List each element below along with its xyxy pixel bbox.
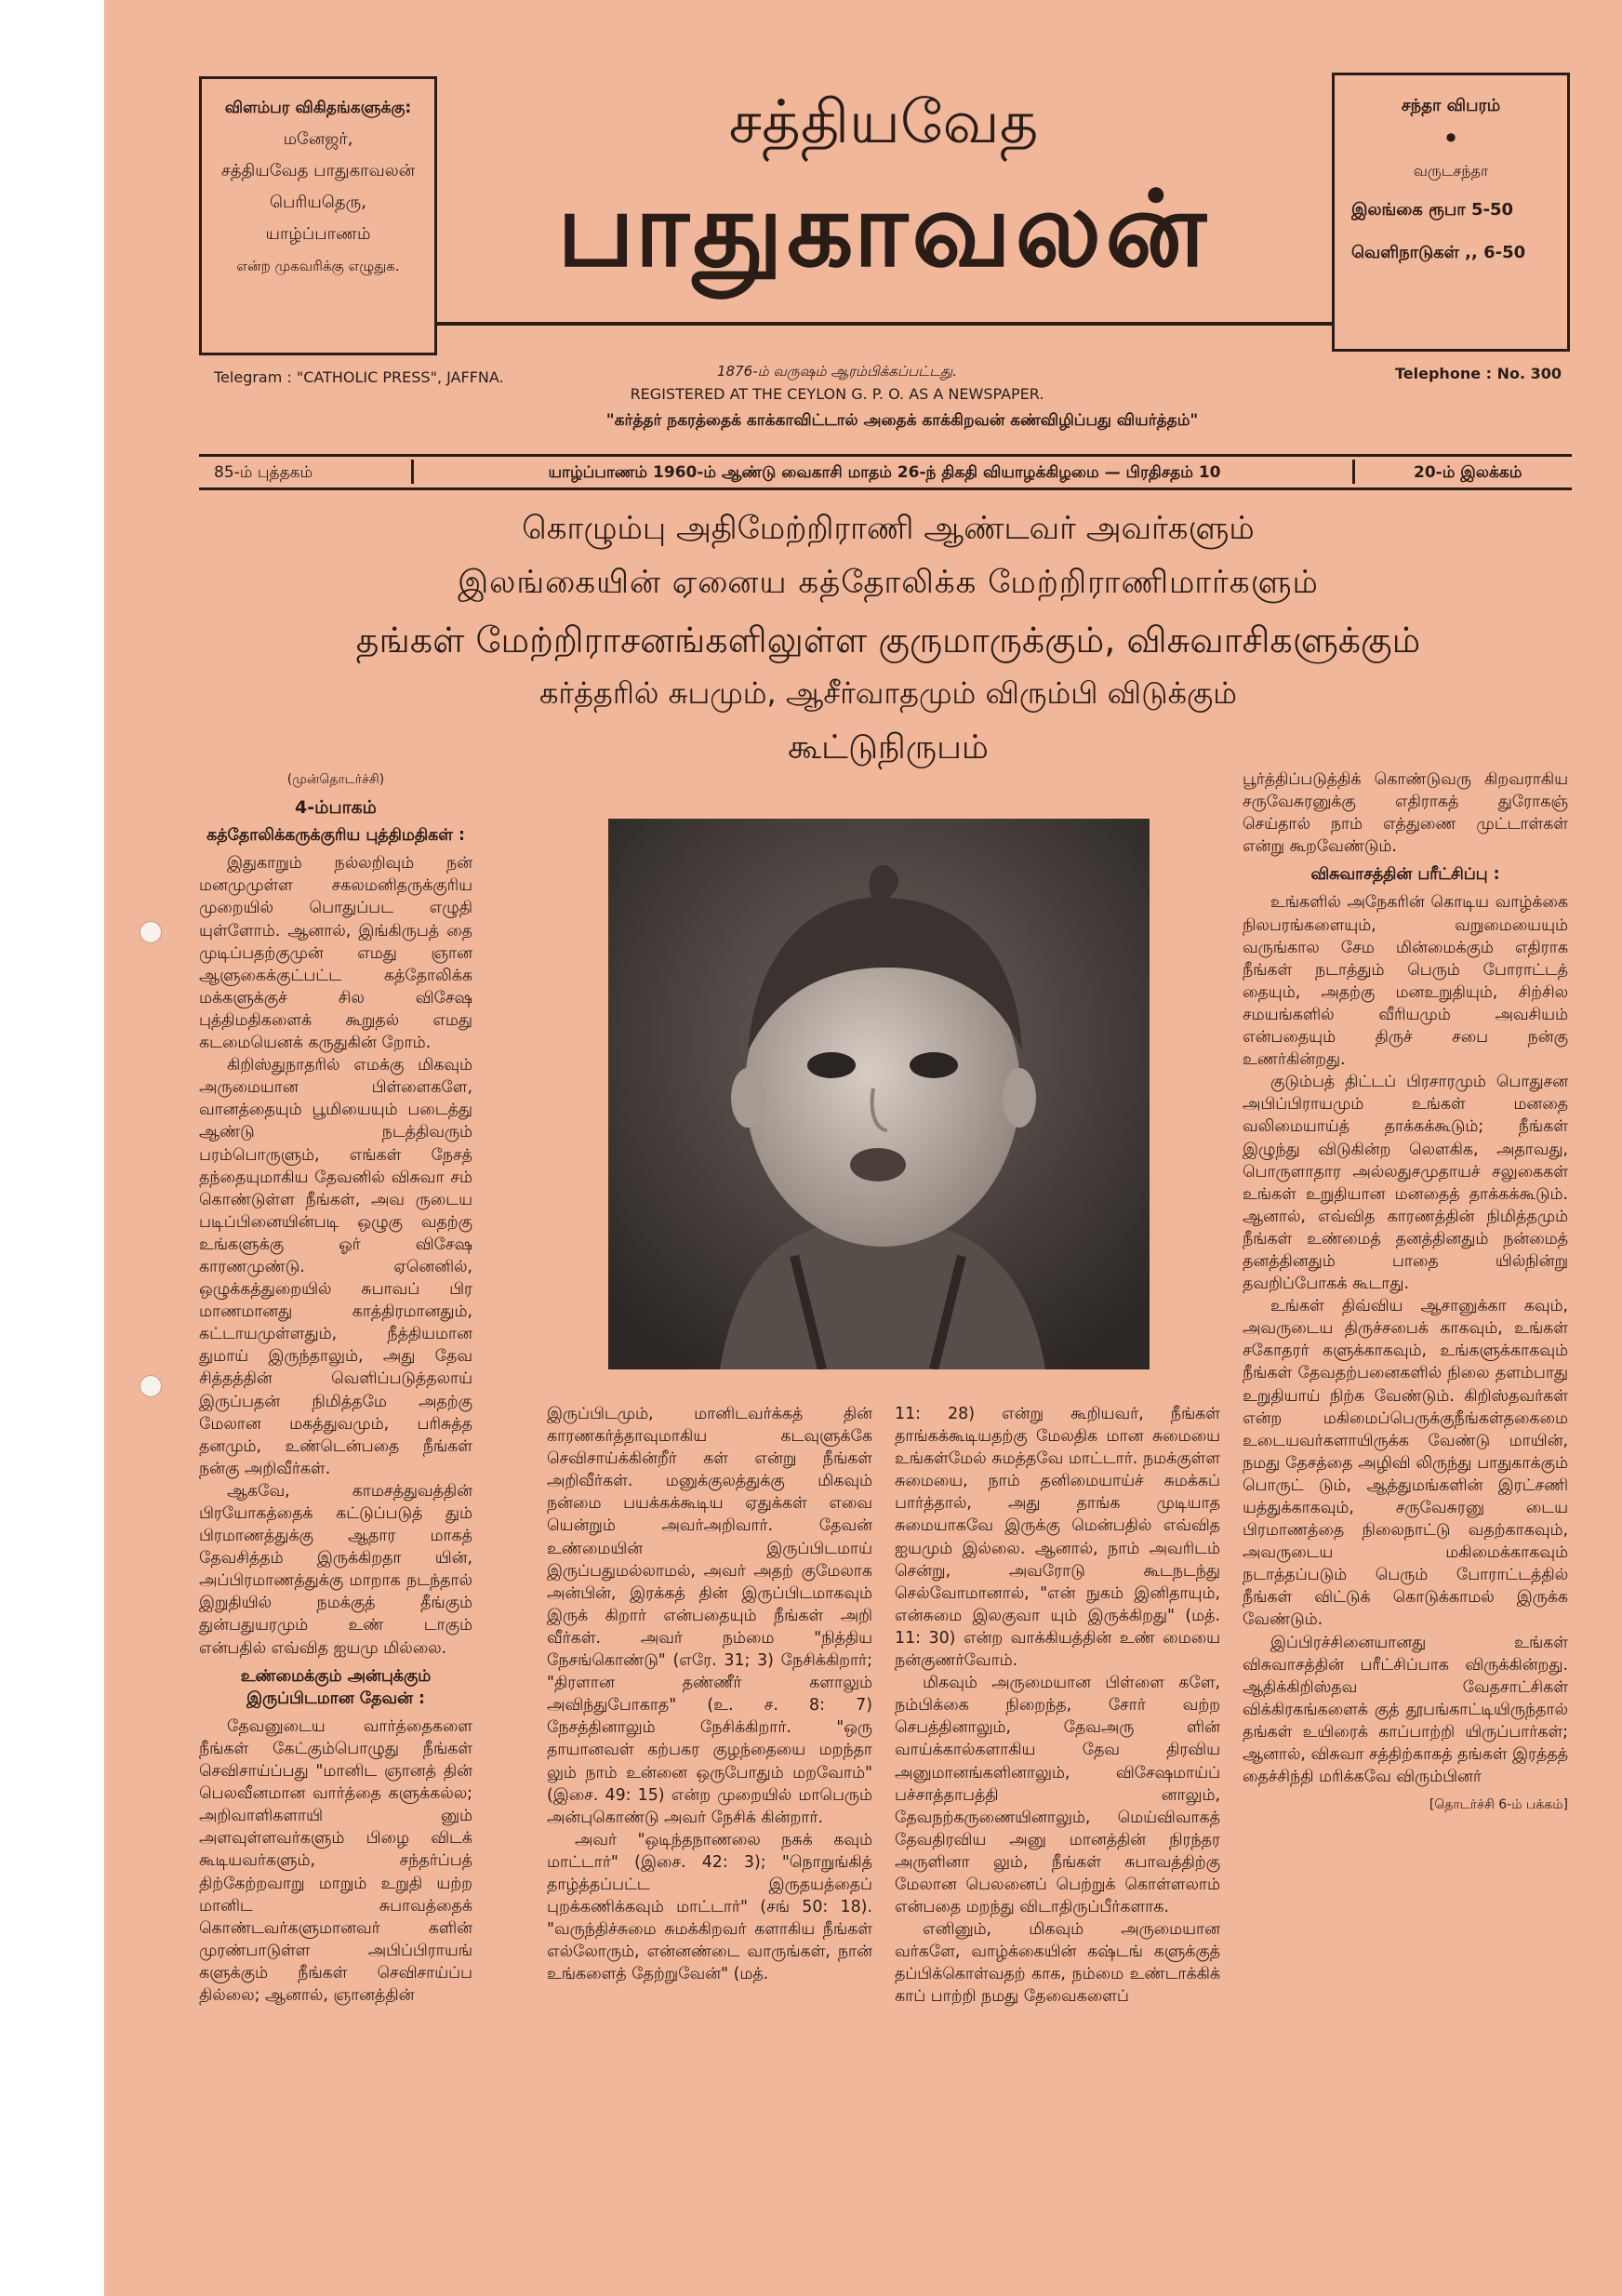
subscription-local: இலங்கை ரூபா 5-50 (1351, 200, 1514, 220)
issue-number: 20-ம் இலக்கம் (1414, 463, 1522, 482)
headline-line-2: இலங்கையின் ஏனைய கத்தோலிக்க மேற்றிராணிமார்களும் (458, 564, 1319, 601)
continued-note: (முன்தொடர்ச்சி) (286, 772, 385, 787)
telephone-info: Telephone : No. 300 (1395, 365, 1562, 382)
paragraph: எனினும், மிகவும் அருமையான வர்களே, வாழ்க்கையின் கஷ்டங் களுக்குத் தப்பிக்கொள்வதற் காக, நம்மை உண்டாக்கிக் காப் பாற்றி நமது தேவைகளைப் (895, 1920, 1220, 2007)
headline-line-1: கொழும்பு அதிமேற்றிராணி ஆண்டவர் அவர்களும் (522, 510, 1255, 547)
box-line: சத்தியவேத பாதுகாவலன் (220, 161, 416, 180)
telegram-info: Telegram : "CATHOLIC PRESS", JAFFNA. (214, 368, 504, 386)
paragraph: தேவனுடைய வார்த்தைகளை நீங்கள் கேட்கும்பொழுது நீங்கள் செவிசாய்ப்பது "மானிட ஞானத் தின் பெலவீனமான வார்த்தை களுக்கல்ல; அறிவாளிகளாயி னும் அளவுள்ளவர்களும் பிழை விடக் கூடியவர்களும், சந்தர்ப்பத் திற்கேற்றவாறு மாறும் உறுதி யற்ற மானிட சுபாவத்தைக் கொண்டவர்களுமானவர் களின் முரண்பாடுள்ள அபிப்பிராயங் களுக்கும் நீங்கள் செவிசாய்ப்ப தில்லை; ஆனால், ஞானத்தின் (199, 1716, 472, 2005)
paragraph: அவர் "ஒடிந்தநாணலை நசுக் கவும் மாட்டார்" (இசை. 42: 3); "நொறுங்கித் தாழ்த்தப்பட்ட இருதயத்தைப் புறக்கணிக்கவும் மாட்டார்" (சங் 50: 18). "வருந்திச்சுமை சுமக்கிறவர் களாகிய நீங்கள் எல்லோரும், என்னண்டை வாருங்கள், நான் உங்களைத் தேற்றுவேன்" (மத். (547, 1830, 872, 1984)
paragraph: இப்பிரச்சினையானது உங்கள் விசுவாசத்தின் பரீட்சிப்பாக விருக்கின்றது. ஆதிக்கிறிஸ்தவ வேதசாட்சிகள் விக்கிரகங்களைக் குத் தூபங்காட்டியிருந்தால் தங்கள் உயிரைக் காப்பாற்றி யிருப்பார்கள்; ஆனால், விசுவா சத்திற்காகத் தங்கள் இரத்தத் தைச்சிந்தி மரிக்கவே விரும்பினர் (1243, 1633, 1568, 1787)
article-column-3 (895, 1403, 1220, 2009)
section-heading: 4-ம்பாகம் (295, 797, 377, 819)
child-photograph (608, 819, 1150, 1369)
subscription-title: சந்தா விபரம் (1401, 96, 1501, 115)
masthead-rule (437, 322, 1334, 326)
bullet-icon: • (1442, 122, 1460, 155)
established-line: 1876-ம் வருஷம் ஆரம்பிக்கப்பட்டது. (717, 363, 957, 380)
subheading: உண்மைக்கும் அன்புக்கும் இருப்பிடமான தேவன் : (240, 1666, 432, 1708)
paragraph: 11: 28) என்று கூறியவர், நீங்கள் தாங்கக்கூடியதற்கு மேலதிக மான சுமையை உங்கள்மேல் சுமத்தவே மாட்டார். நமக்குள்ள சுமையை, நாம் தனிமையாய்ச் சுமக்கப் பார்த்தால், அது தாங்க முடியாத சுமையாகவே இருக்கு மென்பதில் எவ்வித ஐயமும் இல்லை. ஆனால், நாம் அவரிடம் சென்று, அவரோடு கூடநடந்து செல்வோமானால், "என் நுகம் இனிதாயும், என்சுமை இலகுவா யும் இருக்கிறது" (மத். 11: 30) என்ற வாக்கியத்தின் உண் மையை நன்குணர்வோம். (895, 1405, 1220, 1671)
subscription-box (1332, 73, 1570, 352)
headline-line-4: கர்த்தரில் சுபமும், ஆசீர்வாதமும் விரும்பி விடுக்கும் (538, 675, 1238, 711)
child-portrait-image (608, 819, 1150, 1369)
article-column-2 (547, 1403, 872, 1985)
masthead-small-title: சத்தியவேத (728, 88, 1039, 157)
headline-line-3: தங்கள் மேற்றிராசனங்களிலுள்ள குருமாருக்கும், விசுவாசிகளுக்கும் (355, 620, 1421, 661)
paragraph: இருப்பிடமும், மானிடவர்க்கத் தின் காரணகர்த்தாவுமாகிய கடவுளுக்கே செவிசாய்க்கின்றீர் கள் என்று நீங்கள் அறிவீர்கள். மனுக்குலத்துக்கு மிகவும் நன்மை பயக்கக்கூடிய ஏதுக்கள் எவை யென்றும் அவர்அறிவார். தேவன் உண்மையின் இருப்பிடமாய் இருப்பதுமல்லாமல், அவர் அதற் குமேலாக அன்பின், இரக்கத் தின் இருப்பிடமாகவும் இருக் கிறார் என்பதையும் நீங்கள் அறி வீர்கள். அவர் நம்மை "நித்திய நேசங்கொண்டு" (எரே. 31; 3) நேசிக்கிறார்; "திரளான தண்ணீர் களாலும் அவிந்துபோகாத" (உ. ச. 8: 7) நேசத்தினாலும் நேசிக்கிறார். "ஒரு தாயானவள் கற்பகர குழந்தையை மறந்தா லும் நாம் உன்னை ஒருபோதும் மறவோம்" (இசை. 49: 15) என்ற முறையில் மாபெரும் அன்புகொண்டு அவர் நேசிக் கின்றார். (547, 1405, 872, 1827)
box-line: யாழ்ப்பாணம் (265, 224, 371, 244)
volume-number: 85-ம் புத்தகம் (214, 463, 313, 482)
paragraph: உங்களில் அநேகரின் கொடிய வாழ்க்கை நிலபரங்களையும், வறுமையையும் வருங்கால சேம மின்மைக்கும் எதிராக நீங்கள் நடாத்தும் பெரும் போராட்டத் தையும், அதற்கு மனஉறுதியும், சிற்சில சமயங்களில் வீரியமும் அவசியம் என்பதையும் திருச் சபை நன்கு உணர்கின்றது. (1243, 893, 1568, 1070)
subscription-foreign: வெளிநாடுகள் ,, 6-50 (1351, 243, 1526, 262)
punch-hole (140, 921, 162, 943)
dateline-rule-top (199, 454, 1572, 457)
paragraph: குடும்பத் திட்டப் பிரசாரமும் பொதுசன அபிப்பிராயமும் உங்கள் மனதை வலிமையாய்த் தாக்கக்கூடும்; நீங்கள் இழுந்து விடுகின்ற லௌகிக, அதாவது, பொருளாதார அல்லதுசமுதாயச் சலுகைகள் உங்கள் உறுதியான மனதைத் தாக்கக்கூடும். ஆனால், எவ்வித காரணத்தின் நிமித்தமும் நீங்கள் உண்மைத் தனத்தினதும் நன்மைத் தனத்தினதும் பாதை யில்நின்று தவறிப்போகக் கூடாது. (1243, 1073, 1568, 1294)
motto: "கர்த்தர் நகரத்தைக் காக்காவிட்டால் அதைக் காக்கிறவன் கண்விழிப்பது வியர்த்தம்" (605, 411, 1199, 430)
box-line: விளம்பர விகிதங்களுக்கு: (224, 99, 412, 117)
paragraph: கிறிஸ்துநாதரில் எமக்கு மிகவும் அருமையான பிள்ளைகளே, வானத்தையும் பூமியையும் படைத்து ஆண்டு நடத்திவரும் பரம்பொருளும், எங்கள் நேசத் தந்தையுமாகிய தேவனில் விசுவா சம் கொண்டுள்ள நீங்கள், அவ ருடைய படிப்பினையின்படி ஒழுகு வதற்கு உங்களுக்கு ஓர் விசேஷ காரணமுண்டு. ஏனெனில், ஒழுக்கத்துறையில் சுபாவப் பிர மாணமானது காத்திரமானதும், கட்டாயமுள்ளதும், நீத்தியமான துமாய் இருந்தாலும், அது தேவ சித்தத்தின் வெளிப்படுத்தலாய் இருப்பதன் நிமித்தமே அதற்கு மேலான மகத்துவமும், பரிசுத்த தனமும், உண்டென்பதை நீங்கள் நன்கு அறிவீர்கள். (199, 1056, 472, 1478)
paragraph: ஆகவே, காமசத்துவத்தின் பிரயோகத்தைக் கட்டுப்படுத் தும் பிரமாணத்துக்கு ஆதார மாகத் தேவசித்தம் இருக்கிறதா யின், அப்பிரமாணத்துக்கு மாறாக நடந்தால் இறுதியில் நமக்குத் தீங்கும் துன்பதுயரமும் உண் டாகும் என்பதில் எவ்வித ஐயமு மில்லை. (199, 1481, 472, 1658)
dateline: யாழ்ப்பாணம் 1960-ம் ஆண்டு வைகாசி மாதம் 26-ந் திகதி வியாழக்கிழமை — பிரதிசதம் 10 (548, 463, 1221, 482)
box-line: என்ற முகவரிக்கு எழுதுக. (236, 258, 400, 274)
subscription-subtitle: வருடசந்தா (1413, 162, 1489, 180)
continued-on-page: [தொடர்ச்சி 6-ம் பக்கம்] (1429, 1797, 1568, 1813)
paragraph: உங்கள் திவ்விய ஆசானுக்கா கவும், அவருடைய திருச்சபைக் காகவும், உங்கள் சகோதரர் களுக்காகவும், உங்களுக்காகவும் நீங்கள் தேவதற்பனைகளில் நிலை தளம்பாது உறுதியாய் நிற்க வேண்டும். கிறிஸ்தவர்கள் என்ற மகிமைப்பெருக்குநீங்கள்தகைமை உடையவர்களாயிருக்க வேண்டு மாயின், நமது தேசத்தை அழிவி லிருந்து பாதுகாக்கும் பொருட் டும், ஆத்துமங்களின் இரட்சணி யத்துக்காகவும், சருவேசுரனு டைய பிரமாணத்தை நிலைநாட்டு வதற்காகவும், அவருடைய மகிமைக்காகவும் நடாத்தப்படும் பெரும் போராட்டத்தில் நீங்கள் விட்டுக் கொடுக்காமல் இருக்க வேண்டும். (1243, 1297, 1568, 1630)
article-column-4 (1243, 768, 1568, 1816)
paragraph: பூர்த்திப்படுத்திக் கொண்டுவரு கிறவராகிய சருவேசுரனுக்கு எதிராகத் துரோகஞ் செய்தால் நாம் எத்துணை முட்டாள்கள் என்று கூறவேண்டும். (1243, 770, 1568, 857)
box-line: பெரியதெரு, (270, 193, 366, 212)
advertising-info-box (199, 76, 437, 355)
registered-line: REGISTERED AT THE CEYLON G. P. O. AS A NEWSPAPER. (630, 385, 1044, 403)
subheading: கத்தோலிக்கருக்குரிய புத்திமதிகள் : (206, 826, 465, 846)
article-column-1 (199, 768, 472, 2007)
dateline-rule-bottom (199, 487, 1572, 490)
headline-line-5: கூட்டுநிருபம் (788, 728, 989, 767)
dateline-divider (411, 460, 414, 484)
subheading: விசுவாசத்தின் பரீட்சிப்பு : (1310, 865, 1500, 885)
paragraph: மிகவும் அருமையான பிள்ளை களே, நம்பிக்கை நிறைந்த, சோர் வற்ற செபத்தினாலும், தேவஅரு ளின் வாய்க்கால்களாகிய தேவ திரவிய அனுமானங்களினாலும், விசேஷமாய்ப் பச்சாத்தாபத்தி னாலும், தேவநற்கருணையினாலும், மெய்விவாகத் தேவதிரவிய அனு மானத்தின் நிரந்தர அருளினா லும், நீங்கள் சுபாவத்திற்கு மேலான பெலனைப் பெற்றுக் கொள்ளலாம் என்பதை மறந்து விடாதிருப்பீர்களாக. (895, 1674, 1220, 1917)
masthead-title: பாதுகாவலன் (557, 169, 1210, 290)
box-line: மனேஜர், (283, 129, 353, 149)
dateline-divider (1352, 460, 1355, 484)
paragraph: இதுகாறும் நல்லறிவும் நன் மனமுமுள்ள சகலமனிதருக்குரிய முறையில் பொதுப்பட எழுதி யுள்ளோம். ஆனால், இங்கிருபத் தை முடிப்பதற்குமுன் எமது ஞான ஆளுகைக்குட்பட்ட கத்தோலிக்க மக்களுக்குச் சில விசேஷ புத்திமதிகளைக் கூறுதல் எமது கடமையெனக் கருதுகின் றோம். (199, 854, 472, 1053)
punch-hole (140, 1375, 162, 1397)
